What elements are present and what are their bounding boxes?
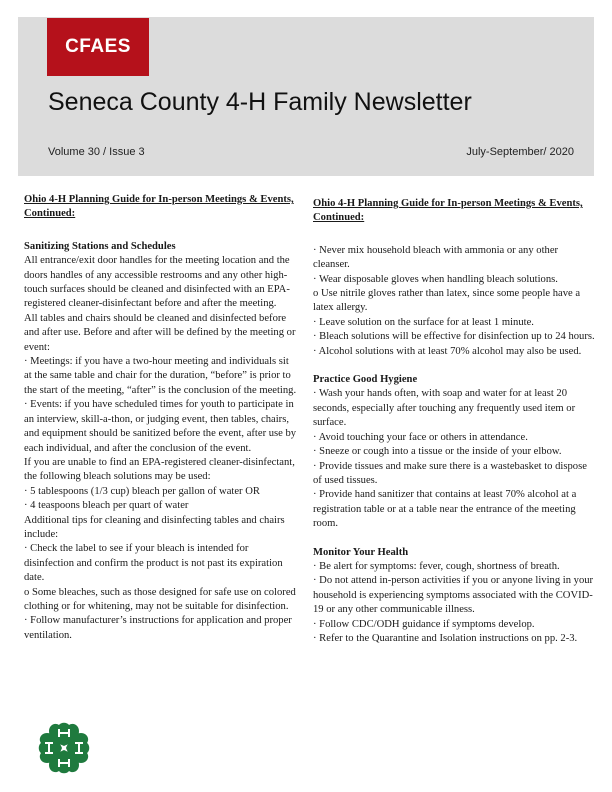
- left-column: [24, 193, 298, 643]
- sub-bullet: o Some bleaches, such as those designed for safe use on colored clothing or for whitening, may not be suitable for disinfection.: [24, 586, 296, 612]
- bullet: · Leave solution on the surface for at least 1 minute.: [313, 316, 534, 328]
- left-section-title: Ohio 4-H Planning Guide for In-person Meetings & Events, Continued:: [24, 194, 294, 220]
- hygiene-subtitle: Practice Good Hygiene: [313, 374, 418, 386]
- bullet: · 5 tablespoons (1/3 cup) bleach per gallon of water OR: [24, 485, 260, 497]
- bullet: · Wear disposable gloves when handling bleach solutions.: [313, 273, 558, 285]
- bullet: · Never mix household bleach with ammonia or any other cleanser.: [313, 244, 559, 271]
- bullet: · Wash your hands often, with soap and water for at least 20 seconds, especially after touching any frequently used item or surface.: [313, 388, 576, 429]
- volume-issue: Volume 30 / Issue 3: [48, 146, 145, 158]
- bullet: · Provide hand sanitizer that contains at least 70% alcohol at a registration table or at a table near the entrance of the meeting room.: [313, 489, 577, 530]
- bullet: · Follow manufacturer’s instructions for application and proper ventilation.: [24, 615, 292, 641]
- bullet: · Bleach solutions will be effective for disinfection up to 24 hours.: [313, 331, 595, 343]
- issue-date: July-September/ 2020: [466, 146, 574, 158]
- right-column: [313, 197, 595, 646]
- bullet: · Refer to the Quarantine and Isolation instructions on pp. 2-3.: [313, 632, 578, 644]
- paragraph: If you are unable to find an EPA-registered cleaner-disinfectant, the following bleach solutions may be used:: [24, 456, 295, 483]
- bullet: · Provide tissues and make sure there is a wastebasket to dispose of used tissues.: [313, 460, 587, 486]
- bullet: · Follow CDC/ODH guidance if symptoms develop.: [313, 618, 535, 630]
- paragraph: Additional tips for cleaning and disinfecting tables and chairs include:: [24, 514, 285, 540]
- bullet: · Events: if you have scheduled times for youth to participate in an interview, skill-a-thon, or judging event, then tables, chairs, and equipment should be sanitized before the event, after use by each individual, and after the conclusion of the event.: [24, 399, 297, 454]
- bullet: · Alcohol solutions with at least 70% alcohol may also be used.: [313, 345, 582, 357]
- bullet: · Check the label to see if your bleach is intended for disinfection and confirm the product is not past its expiration date.: [24, 543, 283, 584]
- bullet: · Meetings: if you have a two-hour meeting and individuals sit at the same table and chair for the duration, “before” is prior to the start of the meeting, “after” is the conclusion of the meeting.: [24, 356, 297, 396]
- cfaes-logo: CFAES: [47, 18, 149, 76]
- paragraph: All entrance/exit door handles for the meeting location and the doors handles of any accessible restrooms and any other high-touch surfaces should be cleaned and disinfected with an EPA-registered cleaner-disinfectant before and after the meeting.: [24, 255, 290, 310]
- bullet: · Avoid touching your face or others in attendance.: [313, 431, 528, 443]
- sanitizing-subtitle: Sanitizing Stations and Schedules: [24, 240, 176, 252]
- page-title: Seneca County 4-H Family Newsletter: [48, 88, 472, 116]
- health-subtitle: Monitor Your Health: [313, 546, 409, 558]
- four-h-clover-icon: [36, 720, 92, 776]
- bullet: · Do not attend in-person activities if you or anyone living in your household is experiencing symptoms associated with the COVID-19 or any other communicable illness.: [313, 575, 594, 616]
- bullet: · 4 teaspoons bleach per quart of water: [24, 500, 189, 512]
- sub-bullet: o Use nitrile gloves rather than latex, since some people have a latex allergy.: [313, 288, 581, 314]
- right-section-title: Ohio 4-H Planning Guide for In-person Meetings & Events, Continued:: [313, 198, 583, 224]
- paragraph: All tables and chairs should be cleaned and disinfected before and after use. Before and after will be defined by the meeting or event:: [24, 312, 296, 353]
- bullet: · Sneeze or cough into a tissue or the inside of your elbow.: [313, 446, 562, 458]
- bullet: · Be alert for symptoms: fever, cough, shortness of breath.: [313, 560, 560, 572]
